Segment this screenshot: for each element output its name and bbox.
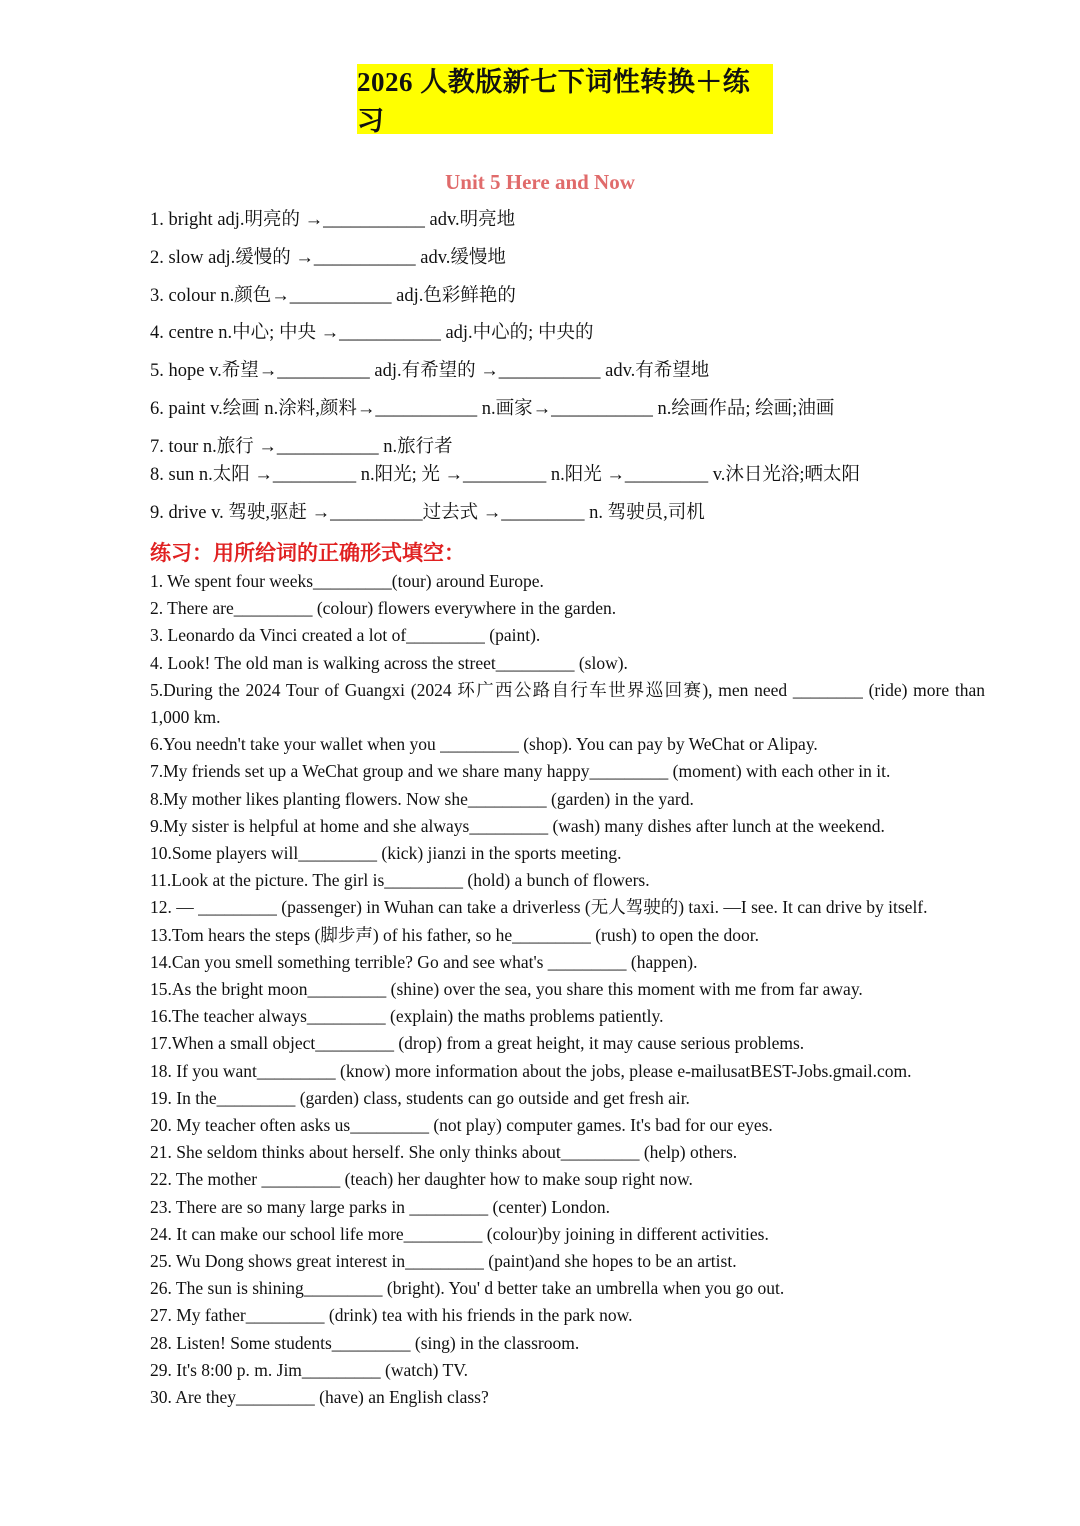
vocab-item: 5. hope v.希望→__________ adj.有希望的 →___________ adv.有希望地 (150, 361, 710, 382)
exercise-item: 7.My friends set up a WeChat group and we share many happy_________ (moment) with each other in it. (150, 761, 891, 782)
document-title: 2026 人教版新七下词性转换＋练习 (357, 64, 773, 134)
exercise-item: 11.Look at the picture. The girl is_________ (hold) a bunch of flowers. (150, 870, 650, 891)
exercise-item: 5.During the 2024 Tour of Guangxi (2024 环广西公路自行车世界巡回赛), men need ________ (ride) more than 1,000 km. (150, 679, 985, 728)
exercise-item: 3. Leonardo da Vinci created a lot of_________ (paint). (150, 625, 541, 646)
vocab-list (150, 206, 1030, 527)
exercise-item: 26. The sun is shining_________ (bright). You' d better take an umbrella when you go out. (150, 1278, 785, 1299)
exercise-item: 20. My teacher often asks us_________ (not play) computer games. It's bad for our eyes. (150, 1115, 773, 1136)
exercise-item: 16.The teacher always_________ (explain) the maths problems patiently. (150, 1006, 664, 1027)
exercise-item: 9.My sister is helpful at home and she always_________ (wash) many dishes after lunch at the weekend. (150, 815, 885, 836)
vocab-item: 2. slow adj.缓慢的 →___________ adv.缓慢地 (150, 247, 506, 268)
exercise-item: 1. We spent four weeks_________(tour) around Europe. (150, 571, 544, 591)
exercise-item: 13.Tom hears the steps (脚步声) of his father, so he_________ (rush) to open the door. (150, 924, 760, 945)
vocab-item: 6. paint v.绘画 n.涂料,颜料→___________ n.画家→___________ n.绘画作品; 绘画;油画 (150, 398, 835, 419)
exercise-item: 24. It can make our school life more_________ (colour)by joining in different activities. (150, 1223, 769, 1244)
exercise-item: 28. Listen! Some students_________ (sing) in the classroom. (150, 1332, 580, 1353)
exercise-item: 17.When a small object_________ (drop) from a great height, it may cause serious problems. (150, 1033, 805, 1054)
exercise-item: 4. Look! The old man is walking across the street_________ (slow). (150, 652, 628, 673)
vocab-item: 3. colour n.颜色→___________ adj.色彩鲜艳的 (150, 285, 516, 306)
exercise-list (150, 568, 985, 1411)
exercise-item: 21. She seldom thinks about herself. She only thinks about_________ (help) others. (150, 1142, 738, 1163)
exercise-item: 12. — _________ (passenger) in Wuhan can take a driverless (无人驾驶的) taxi. —I see. It can drive by itself. (150, 897, 928, 918)
exercise-item: 10.Some players will_________ (kick) jianzi in the sports meeting. (150, 843, 622, 864)
exercise-item: 29. It's 8:00 p. m. Jim_________ (watch) TV. (150, 1359, 468, 1380)
exercise-item: 2. There are_________ (colour) flowers everywhere in the garden. (150, 598, 617, 619)
exercise-item: 15.As the bright moon_________ (shine) over the sea, you share this moment with me from far away. (150, 979, 863, 1000)
exercise-item: 30. Are they_________ (have) an English class? (150, 1387, 489, 1408)
vocab-item: 4. centre n.中心; 中央 →___________ adj.中心的; 中央的 (150, 323, 594, 344)
unit-title: Unit 5 Here and Now (445, 170, 635, 194)
exercise-item: 14.Can you smell something terrible? Go and see what's _________ (happen). (150, 951, 698, 972)
vocab-item: 9. drive v. 驾驶,驱赶 →__________过去式 →_________ n. 驾驶员,司机 (150, 502, 705, 523)
exercise-item: 8.My mother likes planting flowers. Now she_________ (garden) in the yard. (150, 788, 694, 809)
vocab-item: 1. bright adj.明亮的 →___________ adv.明亮地 (150, 210, 516, 230)
exercise-item: 23. There are so many large parks in _________ (center) London. (150, 1196, 611, 1217)
exercise-item: 25. Wu Dong shows great interest in_________ (paint)and she hopes to be an artist. (150, 1251, 737, 1272)
exercise-item: 27. My father_________ (drink) tea with his friends in the park now. (150, 1305, 633, 1326)
exercise-item: 6.You needn't take your wallet when you _________ (shop). You can pay by WeChat or Alipay. (150, 734, 818, 755)
exercise-item: 22. The mother _________ (teach) her daughter how to make soup right now. (150, 1169, 693, 1190)
exercise-item: 18. If you want_________ (know) more information about the jobs, please e-mailusatBEST-Jobs.gmail.com. (150, 1060, 912, 1081)
exercise-heading: 练习：用所给词的正确形式填空： (150, 541, 465, 565)
vocab-item: 7. tour n.旅行 →___________ n.旅行者 (150, 436, 453, 457)
exercise-item: 19. In the_________ (garden) class, students can go outside and get fresh air. (150, 1087, 690, 1108)
vocab-item: 8. sun n.太阳 →_________ n.阳光; 光 →_________ n.阳光 →_________ v.沐日光浴;晒太阳 (150, 464, 861, 485)
